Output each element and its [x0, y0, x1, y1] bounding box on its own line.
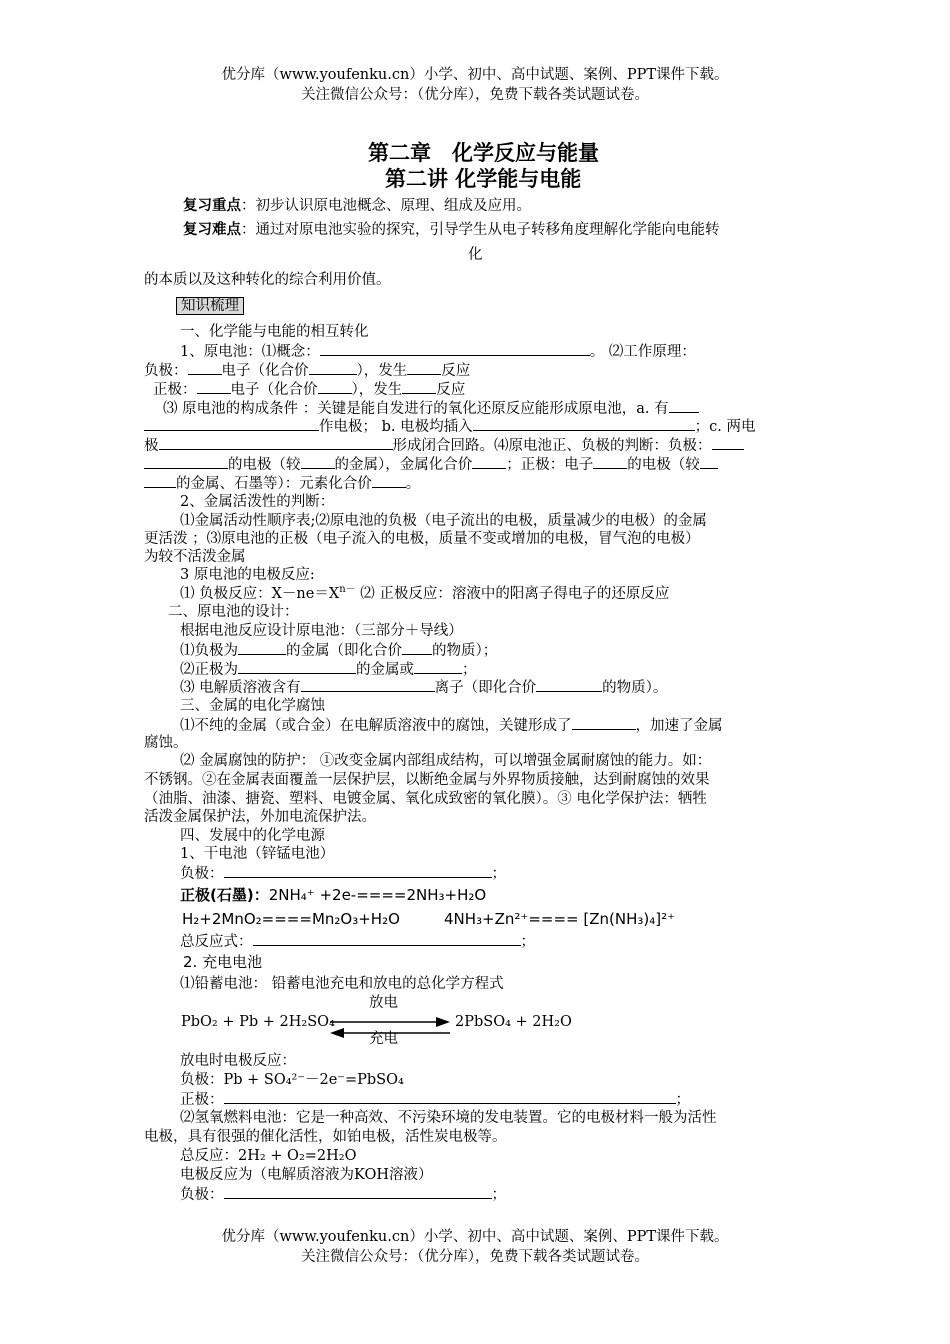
section-tag: [176, 297, 244, 316]
s4-pos-eq: 2NH₄⁺ +2e-====2NH₃+H₂O: [268, 886, 487, 904]
s2-line0: 根据电池反应设计原电池：（三部分＋导线）: [180, 623, 463, 639]
s4-rech: 2. 充电电池: [183, 953, 263, 971]
s2-l2c: ；: [462, 662, 477, 678]
s3-l1a: ⑴不纯的金属（或合金）在电解质溶液中的腐蚀，关键形成了: [180, 718, 572, 734]
s3-heading: 三、金属的电化学腐蚀: [180, 698, 325, 714]
review-key-label: 复习重点: [183, 198, 241, 214]
footer-line-2: 关注微信公众号：（优分库），免费下载各类试题试卷。: [301, 1249, 649, 1265]
s1-er-line: [180, 585, 669, 604]
s2-l2a: ⑵正极为: [180, 662, 238, 678]
s2-l3b: 离子（即化合价: [434, 680, 537, 696]
s4-fuel-1: ⑵氢氧燃料电池：它是一种高效、不污染环境的发电装置。它的电极材料一般为活性: [180, 1110, 717, 1126]
s1-er1-sup: n－: [339, 584, 356, 596]
s3-line3: 不锈钢。②在金属表面覆盖一层保护层，以断绝金属与外界物质接触，达到耐腐蚀的效果: [144, 772, 710, 788]
blank[interactable]: [224, 1185, 492, 1199]
blank[interactable]: [318, 380, 352, 394]
chapter-title: 第二章 化学反应与能量: [368, 141, 599, 165]
s2-l3c: 的物质）。: [602, 680, 668, 696]
s4-pos: [180, 1090, 690, 1110]
s4-neg: [180, 864, 506, 884]
s1-c3f: 的电极（较: [228, 457, 301, 473]
lead-eq-left: PbO₂ + Pb + 2H₂SO₄: [181, 1014, 335, 1030]
blank[interactable]: [301, 455, 335, 469]
s1-c3i: 的电极（较: [627, 457, 700, 473]
s1-cond-b: [144, 417, 755, 437]
lead-eq-charge: 充电: [369, 1031, 398, 1047]
s1-cond-a: [163, 399, 699, 419]
blank[interactable]: [224, 1090, 676, 1104]
s2-l3a: ⑶ 电解质溶液含有: [180, 680, 301, 696]
s2-l1b: 的金属（即化合价: [286, 643, 402, 659]
s3-line1c: 腐蚀。: [144, 735, 188, 751]
blank[interactable]: [536, 678, 602, 692]
blank[interactable]: [473, 417, 695, 431]
s1-c3j: 的金属、石墨等）：元素化合价: [176, 476, 372, 492]
s1-pos-d: 反应: [436, 382, 466, 398]
s1-c3g: 的金属），金属化合价: [334, 457, 473, 473]
blank[interactable]: [238, 641, 286, 655]
blank[interactable]: [144, 417, 319, 431]
s4-heading: 四、发展中的化学电源: [180, 828, 325, 844]
s4-neg-eq: 负极：Pb + SO₄²⁻－2e⁻=PbSO₄: [180, 1072, 404, 1088]
s4-total-end: ；: [520, 934, 535, 950]
s1-c3b: 作电极； b. 电极均插入: [319, 419, 473, 435]
s2-line1: [180, 641, 497, 661]
blank[interactable]: [224, 864, 492, 878]
blank[interactable]: [669, 399, 699, 413]
s4-eq3: 4NH₃+Zn²⁺==== [Zn(NH₃)₄]²⁺: [444, 910, 676, 928]
s4-total-label: 总反应式：: [180, 934, 253, 950]
blank[interactable]: [188, 361, 222, 375]
blank[interactable]: [197, 380, 231, 394]
blank[interactable]: [301, 678, 435, 692]
s1-c3a: ⑶ 原电池的构成条件 ：关键是能自发进行的氧化还原反应能形成原电池，a. 有: [163, 401, 669, 417]
s4-neg-end: ；: [491, 866, 506, 882]
s1-er1: ⑴ 负极反应：X－ne＝X: [180, 586, 340, 602]
s4-dis-er: 放电时电极反应：: [180, 1053, 296, 1069]
footer-line-1: 优分库（www.youfenku.cn）小学、初中、高中试题、案例、PPT课件下载。: [221, 1229, 729, 1245]
s4-dry: 1、干电池（锌锰电池）: [180, 846, 335, 862]
lead-eq-discharge: 放电: [369, 995, 398, 1011]
review-diff-text: ：通过对原电池实验的探究，引导学生从电子转移角度理解化学能向电能转: [241, 222, 720, 238]
s1-line1: [180, 342, 696, 362]
s1-er-heading: 3 原电池的电极反应:: [180, 567, 315, 583]
s1-c3k: 。: [405, 476, 421, 492]
s4-pos-line: [180, 886, 486, 905]
s4-pos-text: 正极：: [180, 1092, 224, 1108]
s1-pos-a: 正极：: [153, 382, 197, 398]
s3-l1b: ，加速了金属: [635, 718, 723, 734]
s2-l1a: ⑴负极为: [180, 643, 238, 659]
blank[interactable]: [700, 455, 718, 469]
review-key-text: ：初步认识原电池概念、原理、组成及应用。: [241, 198, 531, 214]
s4-lead: ⑴铅蓄电池： 铅蓄电池充电和放电的总化学方程式: [180, 976, 504, 992]
blank[interactable]: [712, 436, 744, 450]
blank[interactable]: [593, 455, 627, 469]
s4-fuel-neg: [180, 1185, 506, 1205]
review-key: [183, 197, 531, 216]
s1-heading: 一、化学能与电能的相互转化: [180, 324, 369, 340]
s1-activity-1: ⑴金属活动性顺序表;⑵原电池的负极（电子流出的电极，质量减少的电极）的金属: [180, 513, 707, 529]
s4-pos-label: 正极(石墨)：: [180, 886, 269, 904]
review-diff-label: 复习难点: [183, 222, 241, 238]
review-difficulty: [183, 221, 720, 240]
s1-c3d: 极: [144, 438, 159, 454]
header-line-2: 关注微信公众号：（优分库），免费下载各类试题试卷。: [301, 87, 649, 103]
s1-neg-c: ），发生: [356, 363, 408, 379]
s1-c3e: 形成闭合回路。⑷原电池正、负极的判断：负极：: [392, 438, 712, 454]
s1-activity-2: 更活泼 ；⑶原电池的正极（电子流入的电极，质量不变或增加的电极，冒气泡的电极）: [144, 531, 700, 547]
s1-er2: ⑵ 正极反应：溶液中的阳离子得电子的还原反应: [355, 586, 670, 602]
s1-activity-3: 为较不活泼金属: [144, 549, 246, 565]
reversible-arrow-icon: [330, 1008, 450, 1048]
s1-pos-c: ），发生: [351, 382, 403, 398]
s1-positive: [153, 380, 465, 400]
s4-fuel-total: 总反应：2H₂ + O₂=2H₂O: [180, 1148, 357, 1164]
s1-l1b: 。 ⑵工作原理：: [589, 344, 696, 360]
s3-line4: （油脂、油漆、搪瓷、塑料、电镀金属、氧化成致密的氧化膜）。③ 电化学保护法：牺牲: [144, 791, 707, 807]
blank[interactable]: [402, 380, 436, 394]
s1-neg-d: 反应: [441, 363, 471, 379]
s4-fuel-neg-end: ；: [491, 1187, 506, 1203]
s1-pos-b: 电子（化合价: [230, 382, 318, 398]
s1-neg-a: 负极：: [144, 363, 188, 379]
s3-line5: 活泼金属保护法，外加电流保护法。: [144, 809, 376, 825]
blank[interactable]: [572, 716, 636, 730]
s2-l1c: 的物质）；: [432, 643, 498, 659]
s3-line2: ⑵ 金属腐蚀的防护： ①改变金属内部组成结构，可以增强金属耐腐蚀的能力。如：: [180, 753, 712, 769]
s4-pos-end: ；: [675, 1092, 690, 1108]
s1-c3h: ；正极：电子: [506, 457, 594, 473]
lecture-title: 第二讲 化学能与电能: [385, 167, 582, 191]
s1-neg-b: 电子（化合价: [221, 363, 309, 379]
blank[interactable]: [372, 474, 406, 488]
s1-negative: [144, 361, 470, 381]
s4-fuel-er: 电极反应为（电解质溶液为KOH溶液）: [180, 1167, 433, 1183]
s1-c3c: ；c. 两电: [694, 419, 756, 435]
blank[interactable]: [472, 455, 506, 469]
blank[interactable]: [238, 660, 356, 674]
section-tag-label: 知识梳理: [176, 297, 244, 315]
s2-l2b: 的金属或: [356, 662, 414, 678]
blank[interactable]: [414, 660, 462, 674]
review-diff-cont: 的本质以及这种转化的综合利用价值。: [144, 272, 391, 288]
header-line-1: 优分库（www.youfenku.cn）小学、初中、高中试题、案例、PPT课件下载。: [221, 67, 729, 83]
s1-cond-c: [144, 436, 744, 456]
s4-fuel-2: 电极，具有很强的催化活性，如铂电极，活性炭电极等。: [144, 1129, 507, 1145]
blank[interactable]: [159, 436, 393, 450]
blank[interactable]: [253, 932, 521, 946]
s4-neg-label: 负极：: [180, 866, 224, 882]
blank[interactable]: [144, 474, 176, 488]
s1-cond-d: [144, 455, 718, 475]
s4-fuel-neg-label: 负极：: [180, 1187, 224, 1203]
s3-line1: [180, 716, 723, 736]
blank[interactable]: [407, 361, 441, 375]
s1-l1a: 1、原电池：⑴概念：: [180, 344, 320, 360]
s1-activity-heading: 2、金属活泼性的判断：: [180, 494, 335, 510]
s4-total: [180, 932, 535, 952]
s4-eq2: H₂+2MnO₂====Mn₂O₃+H₂O: [182, 910, 400, 928]
s2-line3: [180, 678, 667, 698]
review-diff-wrap: 化: [468, 247, 483, 263]
lead-eq-right: 2PbSO₄ + 2H₂O: [455, 1014, 572, 1030]
blank[interactable]: [320, 342, 590, 356]
blank[interactable]: [309, 361, 357, 375]
s1-cond-e: [144, 474, 420, 494]
blank[interactable]: [144, 455, 228, 469]
s2-heading: 二、原电池的设计：: [168, 604, 299, 620]
blank[interactable]: [402, 641, 432, 655]
s2-line2: [180, 660, 477, 680]
